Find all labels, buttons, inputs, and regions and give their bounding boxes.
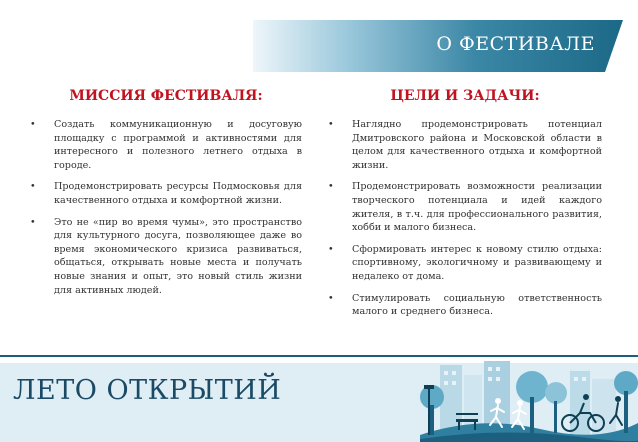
bullet-icon: • [328,292,334,304]
list-item-text: Стимулировать социальную ответственность малого и среднего бизнеса. [352,292,602,318]
list-item [328,180,602,234]
list-item-text: Сформировать интерес к новому стилю отдыха: спортивному, экологичному и развивающему и недалеко от дома. [352,243,602,282]
footer [0,355,638,442]
bullet-icon: • [328,181,334,193]
goals-column [328,88,602,327]
list-item [30,216,302,298]
list-item-text: Наглядно продемонстрировать потенциал Дмитровского района и Московской области в целом для качественного отдыха и комфортной жизни. [352,119,602,171]
bullet-icon: • [328,119,334,130]
bullet-icon: • [30,181,36,193]
list-item-text: Это не «пир во время чумы», это пространство для культурного досуга, позволяющее даже во время экономического кризиса развиваться, общаться, открывать новые места и получать новые знания и опыт, это новый стиль жизни для активных людей. [54,216,302,296]
list-item [30,180,302,207]
header-banner [253,20,623,72]
list-item-text: Продемонстрировать возможности реализации творческого потенциала и идей каждого жителя, в т.ч. для профессионального развития, хобби и малого бизнеса. [352,181,602,234]
goals-list [328,118,602,319]
mission-heading: МИССИЯ ФЕСТИВАЛЯ: [69,88,263,104]
list-item [328,118,602,172]
list-item [328,292,602,319]
list-item-text: Создать коммуникационную и досуговую площадку с программой и активностями для интересного и полезного летнего отдыха в городе. [54,119,302,171]
footer-title: ЛЕТО ОТКРЫТИЙ [13,375,282,406]
mission-column [30,88,302,305]
mission-list [30,118,302,297]
bullet-icon: • [328,243,334,255]
bullet-icon: • [30,216,36,228]
park-illustration-icon [420,357,638,442]
list-item [30,118,302,172]
list-item [328,243,602,284]
goals-heading: ЦЕЛИ И ЗАДАЧИ: [390,88,540,104]
page-title: О ФЕСТИВАЛЕ [436,33,595,55]
bullet-icon: • [30,119,36,130]
list-item-text: Продемонстрировать ресурсы Подмосковья для качественного отдыха и комфортной жизни. [54,181,302,206]
